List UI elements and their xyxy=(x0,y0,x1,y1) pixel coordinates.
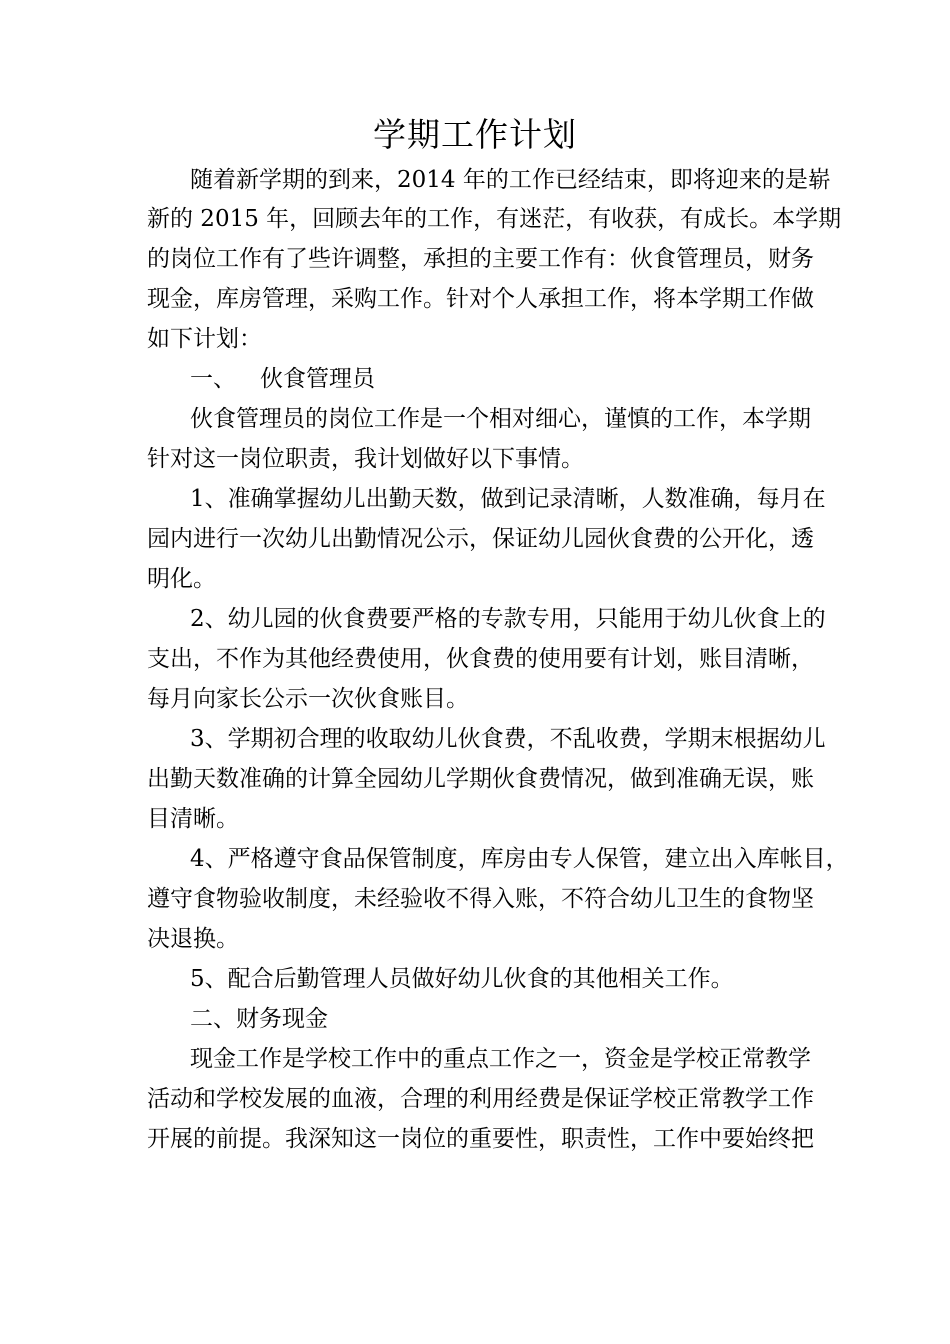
paragraph-line: 新的 2015 年，回顾去年的工作，有迷茫，有收获，有成长。本学期 xyxy=(147,206,842,232)
list-item-line: 3、学期初合理的收取幼儿伙食费，不乱收费，学期末根据幼儿 xyxy=(190,726,826,752)
list-item-line: 支出，不作为其他经费使用，伙食费的使用要有计划，账目清晰， xyxy=(147,646,814,672)
list-item-line: 每月向家长公示一次伙食账目。 xyxy=(147,686,469,712)
list-item-line: 5、配合后勤管理人员做好幼儿伙食的其他相关工作。 xyxy=(190,966,734,992)
section-number: 一、 xyxy=(190,366,236,392)
list-item-line: 1、准确掌握幼儿出勤天数，做到记录清晰，人数准确，每月在 xyxy=(190,486,826,512)
paragraph-line: 的岗位工作有了些许调整，承担的主要工作有：伙食管理员，财务 xyxy=(147,246,814,272)
list-item-line: 遵守食物验收制度，未经验收不得入账，不符合幼儿卫生的食物坚 xyxy=(147,886,814,912)
list-item-line: 园内进行一次幼儿出勤情况公示，保证幼儿园伙食费的公开化，透 xyxy=(147,526,814,552)
page-title: 学期工作计划 xyxy=(373,115,577,154)
list-item-line: 决退换。 xyxy=(147,926,239,952)
paragraph-line: 如下计划： xyxy=(147,326,262,352)
paragraph-line: 现金，库房管理，采购工作。针对个人承担工作，将本学期工作做 xyxy=(147,286,814,312)
paragraph-line: 活动和学校发展的血液，合理的利用经费是保证学校正常教学工作 xyxy=(147,1086,814,1112)
paragraph-line: 开展的前提。我深知这一岗位的重要性，职责性，工作中要始终把 xyxy=(147,1126,814,1152)
paragraph-line: 针对这一岗位职责，我计划做好以下事情。 xyxy=(147,446,584,472)
list-item-line: 4、严格遵守食品保管制度，库房由专人保管，建立出入库帐目， xyxy=(190,846,849,872)
list-item-line: 出勤天数准确的计算全园幼儿学期伙食费情况，做到准确无误，账 xyxy=(147,766,814,792)
list-item-line: 目清晰。 xyxy=(147,806,239,832)
paragraph-line: 现金工作是学校工作中的重点工作之一，资金是学校正常教学 xyxy=(190,1046,811,1072)
section-title: 伙食管理员 xyxy=(260,366,375,392)
paragraph-line: 随着新学期的到来，2014 年的工作已经结束，即将迎来的是崭 xyxy=(190,167,831,193)
paragraph-line: 伙食管理员的岗位工作是一个相对细心，谨慎的工作，本学期 xyxy=(190,406,811,432)
list-item-line: 明化。 xyxy=(147,566,216,592)
list-item-line: 2、幼儿园的伙食费要严格的专款专用，只能用于幼儿伙食上的 xyxy=(190,606,826,632)
section-heading-2: 二、财务现金 xyxy=(190,1006,328,1032)
